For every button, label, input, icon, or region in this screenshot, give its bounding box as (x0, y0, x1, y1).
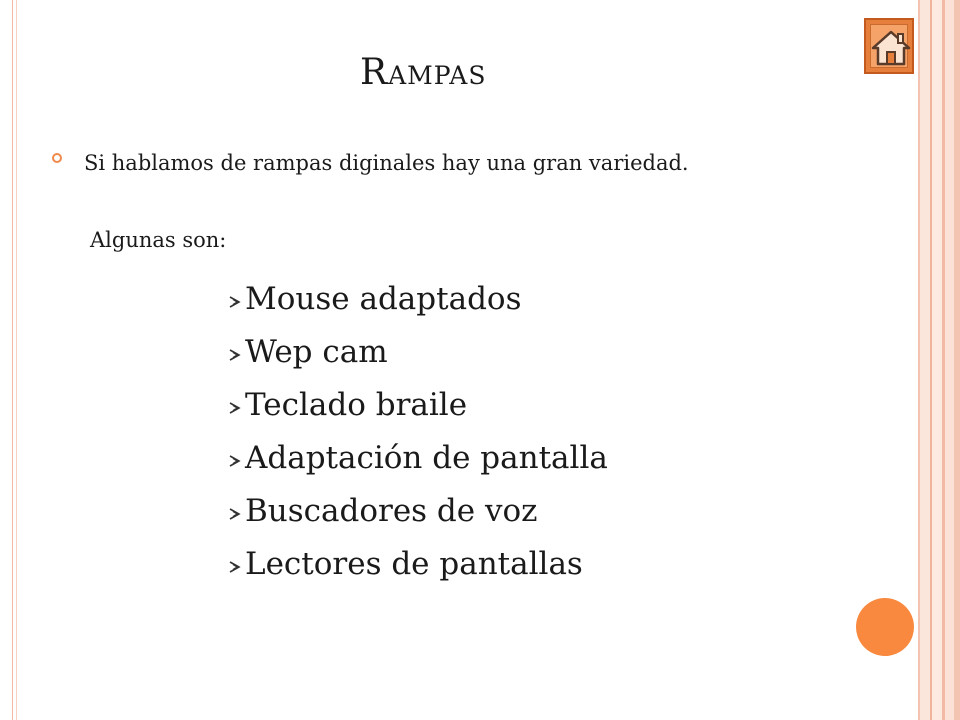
list-item-label: Wep cam (245, 333, 388, 370)
home-button[interactable] (864, 18, 914, 74)
orange-circle (856, 598, 914, 656)
arrow-bullet-icon (228, 560, 242, 574)
arrow-bullet-icon (228, 348, 242, 362)
list-item (228, 484, 608, 537)
arrow-bullet-icon (228, 454, 242, 468)
circle-bullet-icon (52, 153, 62, 163)
intro-paragraph: Si hablamos de rampas diginales hay una gran variedad. (84, 151, 689, 175)
slide-title: Rampas (360, 52, 487, 93)
list-item (228, 272, 608, 325)
left-border-line (16, 0, 17, 720)
list-item (228, 431, 608, 484)
home-icon (869, 28, 913, 68)
left-border-line (12, 0, 13, 720)
arrow-bullet-icon (228, 401, 242, 415)
list-item-label: Lectores de pantallas (245, 545, 583, 582)
list-intro: Algunas son: (90, 228, 227, 252)
list-item-label: Buscadores de voz (245, 492, 538, 529)
right-decorative-band (918, 0, 960, 720)
list-item (228, 325, 608, 378)
list-item-label: Teclado braile (245, 386, 468, 423)
arrow-bullet-icon (228, 295, 242, 309)
list-item-label: Adaptación de pantalla (245, 439, 608, 476)
ramp-list (228, 272, 608, 590)
list-item (228, 537, 608, 590)
list-item-label: Mouse adaptados (245, 280, 522, 317)
arrow-bullet-icon (228, 507, 242, 521)
list-item (228, 378, 608, 431)
